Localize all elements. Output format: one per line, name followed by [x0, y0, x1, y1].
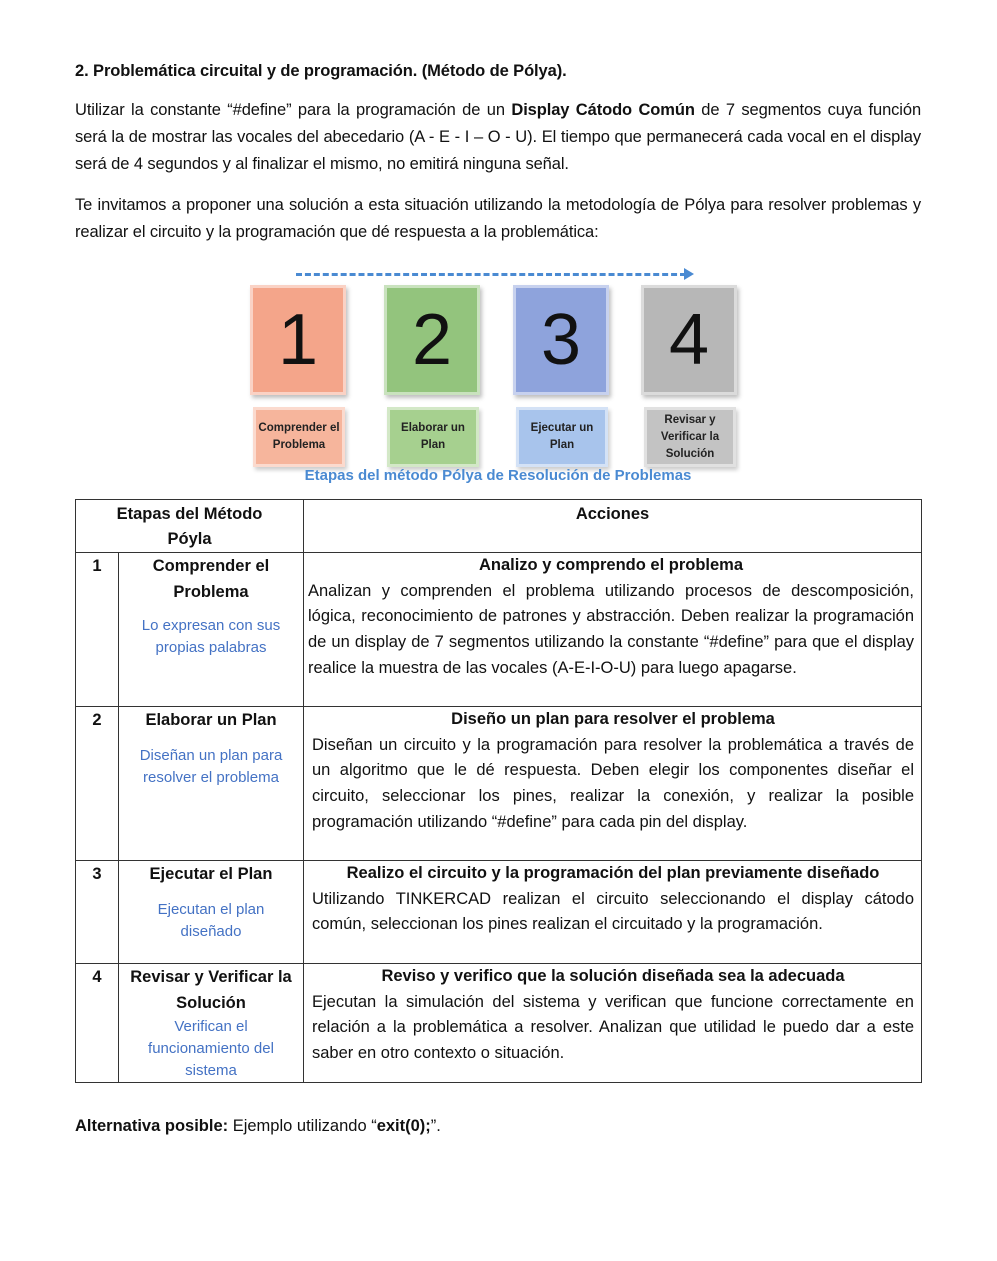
table-row [76, 861, 922, 964]
stage-subtitle: Ejecutan el plan diseñado [157, 901, 265, 940]
action-title: Diseño un plan para resolver el problema [451, 710, 775, 728]
stage-block-2 [384, 285, 478, 467]
table-row [76, 553, 922, 707]
stage-number: 3 [513, 285, 609, 395]
invitation-paragraph: Te invitamos a proponer una solución a esta situación utilizando la metodología de Pólya para resolver problemas y realizar el circuito y la programación que dé respuesta a la problemática: [75, 196, 921, 241]
arrow-head-icon [684, 268, 694, 280]
stage-block-1 [250, 285, 344, 467]
stage-subtitle: Diseñan un plan para resolver el problema [139, 747, 283, 786]
action-title: Analizo y comprendo el problema [478, 556, 744, 574]
action-cell [304, 861, 922, 964]
action-cell [304, 553, 922, 707]
header-actions: Acciones [304, 500, 922, 553]
action-text: Ejecutan la simulación del sistema y verifican que funcione correctamente en relación a la problemática a resolver. Analizan que utilidad le puedo dar a este saber en otro contexto o situación. [312, 992, 914, 1063]
polya-table [75, 499, 922, 1083]
stage-title: Ejecutar el Plan [149, 865, 273, 883]
stage-title: Elaborar un Plan [145, 711, 277, 729]
alternative-line [75, 1117, 921, 1136]
stage-block-3 [513, 285, 607, 467]
section-heading: 2. Problemática circuital y de programación. (Método de Pólya). [75, 62, 567, 80]
stage-number-cell: 1 [76, 553, 119, 707]
stage-number-cell: 4 [76, 964, 119, 1083]
alternative-code: exit(0); [376, 1117, 431, 1135]
stage-title: Revisar y Verificar la Solución [130, 968, 292, 1012]
action-cell [304, 707, 922, 861]
alternative-text: Ejemplo utilizando “ [228, 1117, 377, 1135]
stage-label: Elaborar un Plan [387, 407, 479, 467]
action-text: Utilizando TINKERCAD realizan el circuito seleccionando el display cátodo común, seleccionan los pines realizan el circuitado y la programación. [312, 889, 914, 934]
stage-number: 4 [641, 285, 737, 395]
action-title: Realizo el circuito y la programación del plan previamente diseñado [346, 864, 880, 882]
dashed-arrow-line [296, 273, 686, 276]
stage-block-4 [641, 285, 735, 467]
document-page [75, 62, 921, 1136]
stage-cell [119, 553, 304, 707]
stage-title: Comprender el Problema [152, 557, 270, 601]
stage-number-cell: 3 [76, 861, 119, 964]
table-row [76, 707, 922, 861]
paragraph-text: Utilizar la constante “#define” para la programación de un [75, 101, 512, 119]
stage-number-cell: 2 [76, 707, 119, 861]
alternative-text-end: ”. [430, 1117, 441, 1135]
stage-number: 2 [384, 285, 480, 395]
paragraph-text: de 7 segmentos cuya función será la de mostrar las vocales del abecedario (A - E - I – O - U). El tiempo que permanecerá cada vocal en el display será de 4 segundos y al finalizar el mismo, no emitirá ninguna señal. [75, 101, 922, 173]
action-title: Reviso y verifico que la solución diseñada sea la adecuada [381, 967, 845, 985]
paragraph-bold-text: Display Cátodo Común [511, 101, 695, 119]
stage-label: Comprender el Problema [253, 407, 345, 467]
stage-label: Revisar y Verificar la Solución [644, 407, 736, 467]
polya-stages-figure [248, 260, 748, 485]
header-stages: Etapas del Método Póyla [76, 500, 304, 553]
table-row [76, 964, 922, 1083]
stage-cell [119, 861, 304, 964]
stage-cell [119, 964, 304, 1083]
action-text: Analizan y comprenden el problema utilizando procesos de descomposición, lógica, reconocimiento de patrones y abstracción. Deben realizar la programación de un display de 7 segmentos utilizando la constante “#define” para que el display realice la muestra de las vocales (A-E-I-O-U) para luego apagarse. [308, 581, 914, 677]
figure-caption: Etapas del método Pólya de Resolución de Problemas [304, 467, 692, 484]
table-header-row [76, 500, 922, 553]
alternative-label: Alternativa posible: [75, 1117, 229, 1135]
action-text: Diseñan un circuito y la programación para resolver la problemática a través de un algoritmo que le dé respuesta. Deben elegir los componentes diseñar el circuito, seleccionar los pines, realizar la conexión, y realizar la posible programación utilizando “#define” para cada pin del display. [312, 735, 914, 831]
problem-paragraph [75, 97, 921, 178]
stage-number: 1 [250, 285, 346, 395]
stage-subtitle: Lo expresan con sus propias palabras [141, 617, 281, 656]
stage-subtitle: Verifican el funcionamiento del sistema [148, 1018, 274, 1079]
stage-label: Ejecutar un Plan [516, 407, 608, 467]
stage-cell [119, 707, 304, 861]
action-cell [304, 964, 922, 1083]
